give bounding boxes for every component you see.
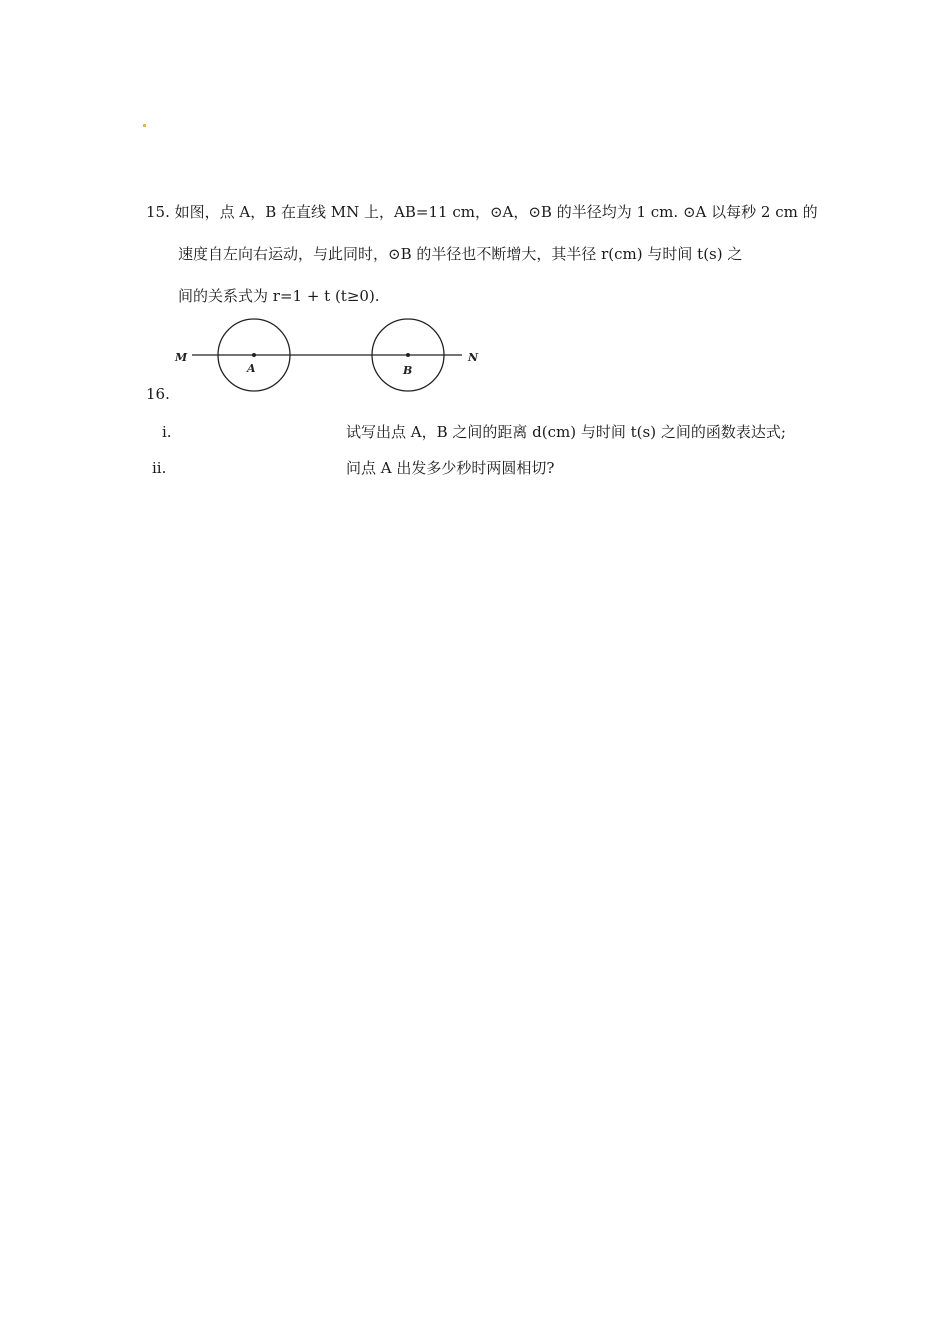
point-b xyxy=(406,353,410,357)
point-a xyxy=(252,353,256,357)
decorative-dot xyxy=(143,124,146,127)
problem-16-number: 16. xyxy=(146,385,170,403)
problem-15-line-1: 15. 如图，点 A，B 在直线 MN 上，AB=11 cm，⊙A，⊙B 的半径均为 1 cm. ⊙A 以每秒 2 cm 的 xyxy=(146,203,818,221)
label-n: N xyxy=(468,351,479,364)
circles-figure xyxy=(170,316,490,398)
label-b: B xyxy=(403,364,413,377)
subquestion-i-text: 试写出点 A，B 之间的距离 d(cm) 与时间 t(s) 之间的函数表达式; xyxy=(346,423,786,441)
label-a: A xyxy=(247,362,256,375)
problem-15-line-3: 间的关系式为 r=1 + t (t≥0). xyxy=(178,287,380,305)
subquestion-ii-text: 问点 A 出发多少秒时两圆相切? xyxy=(346,459,555,477)
subquestion-i-label: i. xyxy=(162,423,172,441)
subquestion-ii-label: ii. xyxy=(152,459,167,477)
problem-15-line-2: 速度自左向右运动，与此同时，⊙B 的半径也不断增大，其半径 r(cm) 与时间 t(s) 之 xyxy=(178,245,743,263)
label-m: M xyxy=(175,351,188,364)
